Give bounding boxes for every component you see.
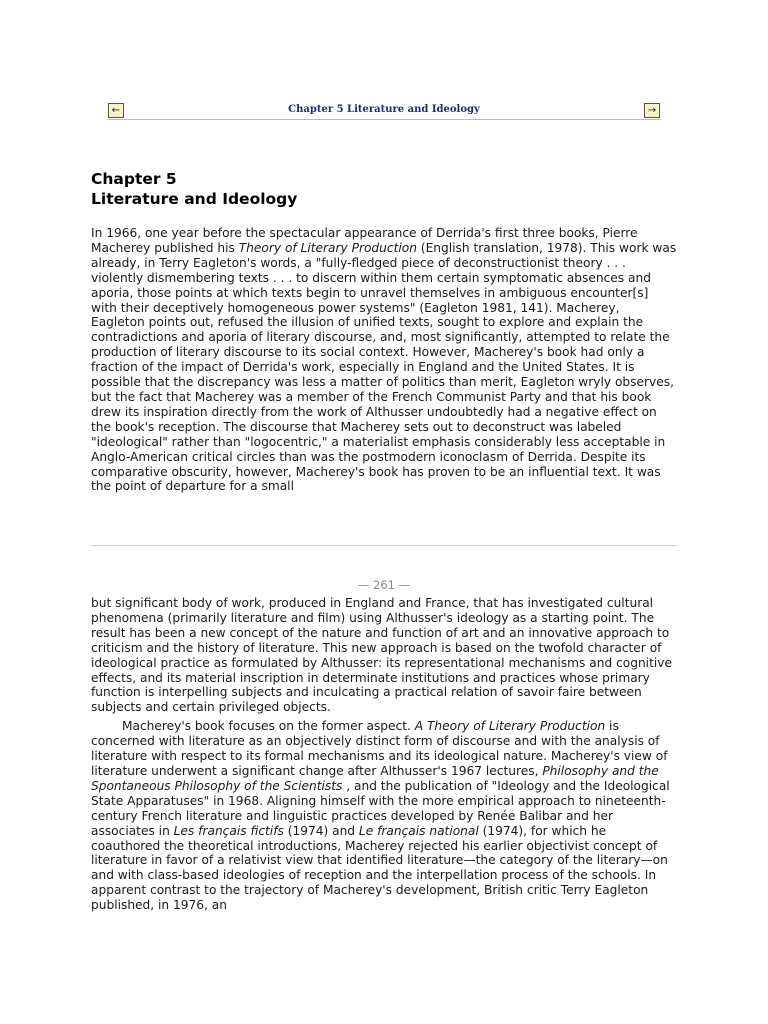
book-title-italic: Theory of Literary Production: [238, 240, 417, 255]
paragraph-text: is concerned with literature as an objectively distinct form of discourse and with the analysis of literature with respect to its formal mechanisms and its ideological nature. Macherey's view of literature underwent a significant change after Althusser's 1967 lectures,: [91, 719, 668, 778]
nav-chapter-title-link[interactable]: Chapter 5 Literature and Ideology: [288, 104, 480, 115]
paragraph-text: (English translation, 1978). This work was already, in Terry Eagleton's words, a "fully-fledged piece of deconstructionist theory . . . violently dismembering texts . . . to discern within them certain symptomatic absences and aporia, those points at which texts begin to unravel themselves in ambiguous encounter[s] with their deceptively homogeneous power systems" (Eagleton 1981, 141). Macherey, Eagleton points out, refused the illusion of unified texts, sought to explore and explain the contradictions and aporia of literary discourse, and, most significantly, attempted to relate the production of literary discourse to its social context. However, Macherey's book had only a fraction of the impact of Derrida's work, especially in England and the United States. It is possible that the discrepancy was less a matter of politics than merit, Eagleton wryly observes, but the fact that Macherey was a member of the French Communist Party and that his book drew its inspiration directly from the work of Althusser undoubtedly had a negative effect on the book's reception. The discourse that Macherey sets out to deconstruct was labeled "ideological" rather than "logocentric," a materialist emphasis considerably less acceptable in Anglo-American critical circles than was the postmodern iconoclasm of Derrida. Despite its comparative obscurity, however, Macherey's book has proven to be an influential text. It was the point of departure for a small: [91, 240, 677, 494]
paragraph-1: [91, 226, 677, 494]
paragraph-text: In 1966, one year before the spectacular appearance of Derrida's first three books, Pierre Macherey published his: [91, 226, 638, 255]
paragraph-text: (1974), for which he coauthored the theoretical introductions, Macherey rejected his earlier objectivist concept of literature in favor of a relativist view that identified literature—the category of the literary—on and with class-based ideologies of reception and the interpellation process of the schools. In apparent contrast to the trajectory of Macherey's development, British critic Terry Eagleton published, in 1976, an: [91, 823, 668, 913]
paragraph-2: but significant body of work, produced in England and France, that has investigated cultural phenomena (primarily literature and film) using Althusser's ideology as a starting point. The result has been a new concept of the nature and function of art and an innovative approach to criticism and the history of literature. This new approach is based on the twofold character of ideological practice as formulated by Althusser: its representational mechanisms and cognitive effects, and its material inscription in determinate institutions and practices whose primary function is interpelling subjects and inculcating a practical relation of savoir faire between subjects and certain privileged objects.: [91, 596, 672, 715]
page-break-divider: [91, 545, 677, 546]
next-page-arrow-icon[interactable]: →: [644, 103, 660, 118]
book-title-italic: Le français national: [358, 823, 479, 838]
chapter-title: Literature and Ideology: [91, 190, 298, 208]
chapter-number: Chapter 5: [91, 170, 177, 188]
previous-page-arrow-icon[interactable]: ←: [108, 103, 124, 118]
paragraph-3: [91, 719, 677, 913]
book-title-italic: Les français fictifs: [173, 823, 284, 838]
book-title-italic: Philosophy and the Spontaneous Philosophy of the Scientists: [91, 763, 659, 793]
body-text-page-261: [91, 596, 677, 913]
book-title-italic: A Theory of Literary Production: [414, 719, 606, 734]
chapter-navigation-bar: [108, 101, 660, 123]
paragraph-text: Macherey's book focuses on the former aspect.: [122, 719, 415, 734]
body-text-page-260: [91, 226, 677, 494]
chapter-heading: [91, 169, 677, 209]
paragraph-text: , and the publication of "Ideology and the Ideological State Apparatuses" in 1968. Aligning himself with the more empirical approach to nineteenth-century French literature and linguistic practices developed by Renée Balibar and her associates in: [91, 778, 670, 838]
page-number: — 261 —: [357, 578, 411, 592]
nav-divider: [108, 119, 660, 120]
paragraph-text: (1974) and: [283, 823, 359, 838]
